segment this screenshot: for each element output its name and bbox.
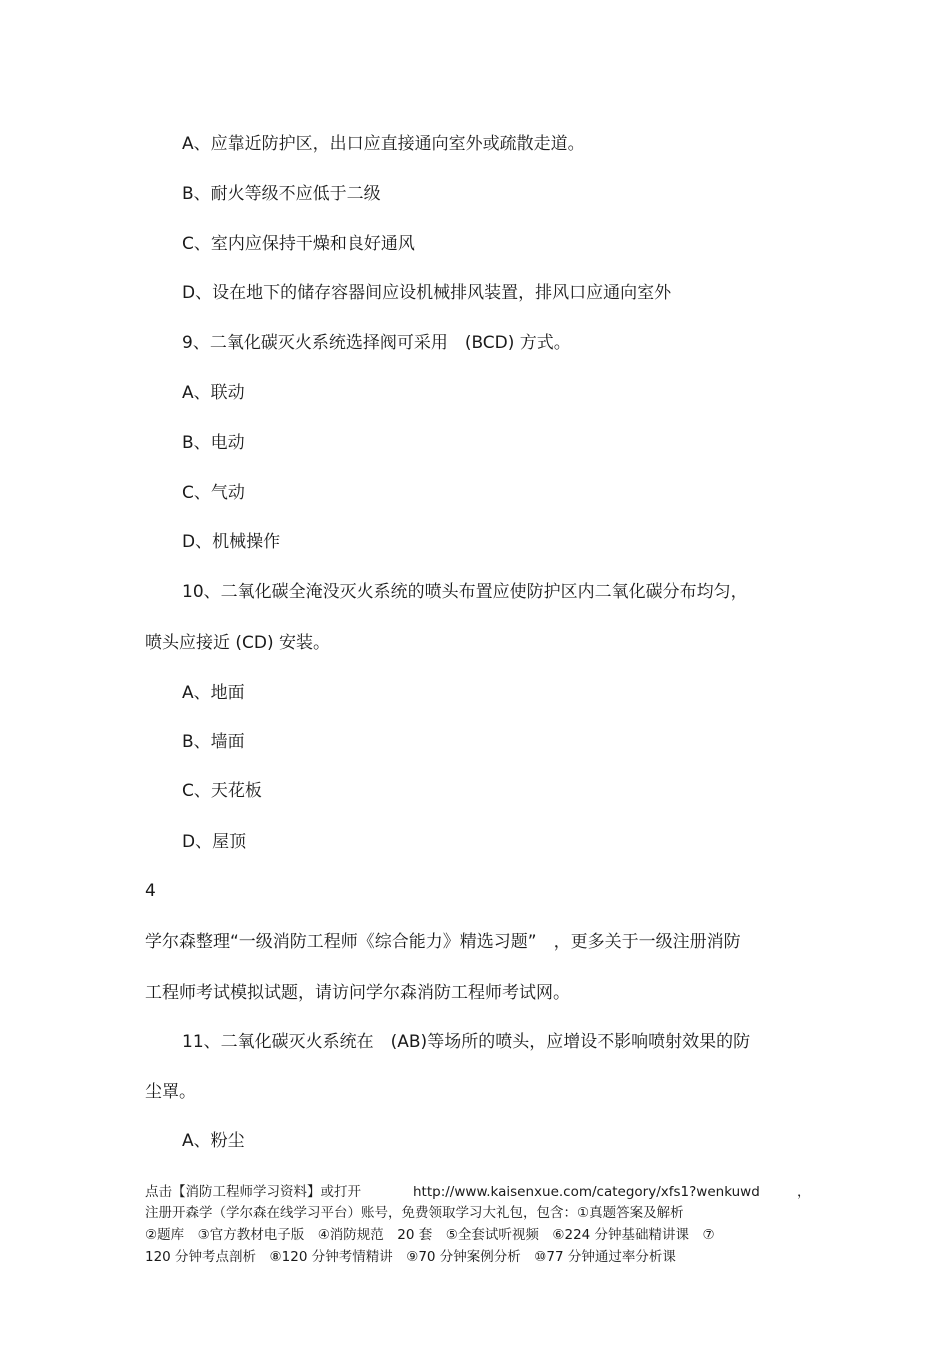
option-line: D、机械操作 (182, 532, 281, 552)
option-line: A、地面 (182, 683, 245, 703)
question-line: 11、二氧化碳灭火系统在 (AB)等场所的喷头，应增设不影响喷射效果的防 (182, 1032, 751, 1052)
footer-comma: ， (797, 1184, 811, 1200)
option-line: B、墙面 (182, 732, 245, 752)
footer-line-2: 注册开森学（学尔森在线学习平台）账号，免费领取学习大礼包，包含：①真题答案及解析 (145, 1205, 684, 1221)
promo-line: 学尔森整理“一级消防工程师《综合能力》精选习题” ，更多关于一级注册消防 (145, 932, 741, 952)
option-line: C、天花板 (182, 781, 262, 801)
option-line: A、应靠近防护区，出口应直接通向室外或疏散走道。 (182, 134, 585, 154)
page-number: 4 (145, 881, 156, 901)
question-line: 10、二氧化碳全淹没灭火系统的喷头布置应使防护区内二氧化碳分布均匀， (182, 582, 748, 602)
question-line: 尘罩。 (145, 1082, 196, 1102)
footer-line-3: ②题库 ③官方教材电子版 ④消防规范 20 套 ⑤全套试听视频 ⑥224 分钟基础精讲课 ⑦ (145, 1227, 715, 1243)
option-line: A、联动 (182, 383, 245, 403)
question-line: 9、二氧化碳灭火系统选择阀可采用 (BCD) 方式。 (182, 333, 571, 353)
option-line: B、耐火等级不应低于二级 (182, 184, 381, 204)
option-line: C、气动 (182, 483, 245, 503)
promo-line: 工程师考试模拟试题，请访问学尔森消防工程师考试网。 (145, 983, 570, 1003)
footer-link[interactable]: http://www.kaisenxue.com/category/xfs1?wenkuwd (413, 1184, 760, 1200)
footer-prefix: 点击【消防工程师学习资料】或打开 (145, 1184, 361, 1200)
footer-line-4: 120 分钟考点剖析 ⑧120 分钟考情精讲 ⑨70 分钟案例分析 ⑩77 分钟通过率分析课 (145, 1249, 676, 1265)
option-line: A、粉尘 (182, 1131, 245, 1151)
question-line: 喷头应接近 (CD) 安装。 (145, 633, 331, 653)
option-line: B、电动 (182, 433, 245, 453)
option-line: C、室内应保持干燥和良好通风 (182, 234, 415, 254)
option-line: D、设在地下的储存容器间应设机械排风装置，排风口应通向室外 (182, 283, 672, 303)
footer-line-1 (145, 1182, 810, 1202)
option-line: D、屋顶 (182, 832, 247, 852)
